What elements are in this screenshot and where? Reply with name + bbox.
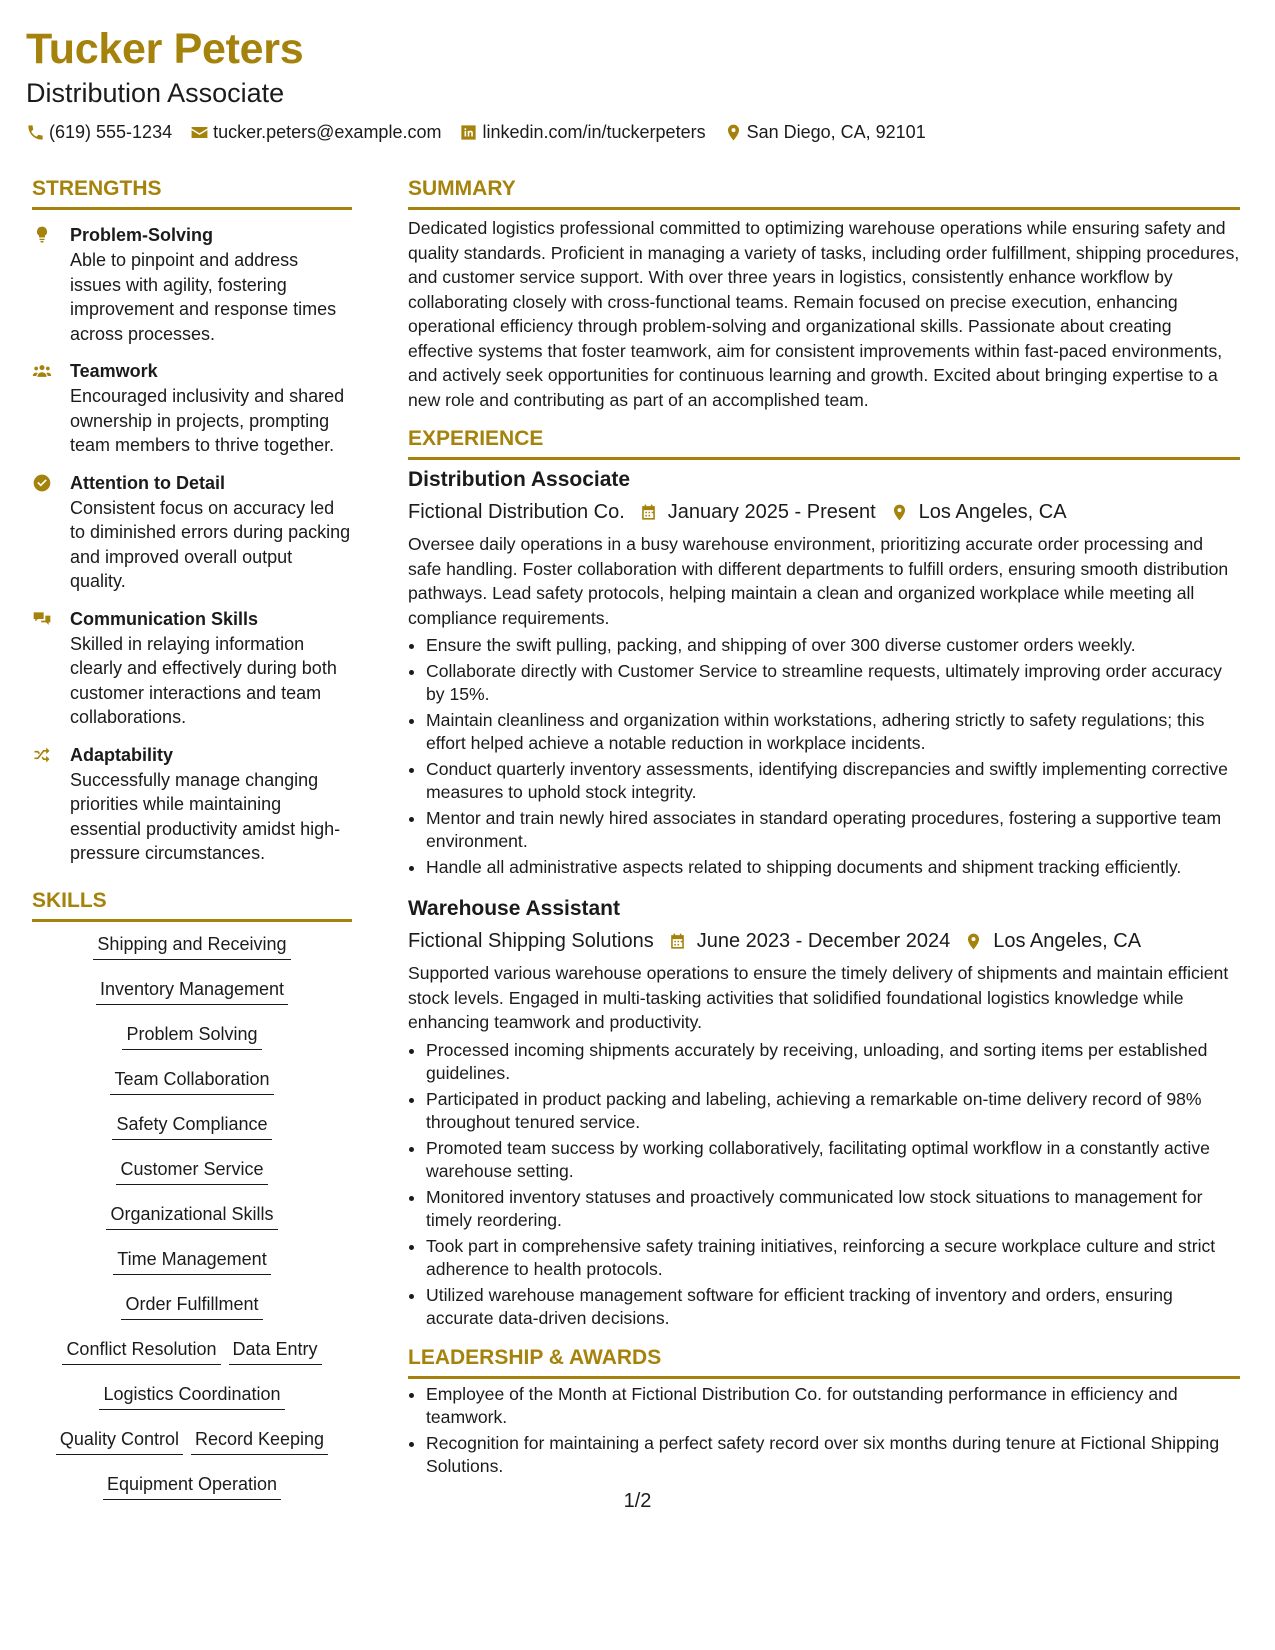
job-bullet: • Collaborate directly with Customer Service to streamline requests, ultimately improving order accuracy by 15%.	[426, 660, 1240, 707]
skill-tag: Conflict Resolution	[62, 1337, 220, 1365]
users-icon	[32, 361, 52, 381]
map-pin-icon	[724, 123, 743, 142]
job-entry	[408, 895, 1240, 1331]
calendar-icon	[668, 932, 687, 951]
experience-list	[408, 466, 1240, 1331]
skill-tag: Problem Solving	[122, 1022, 261, 1050]
strength-icon-wrap	[32, 745, 54, 765]
strength-description: Able to pinpoint and address issues with agility, fostering improvement and response times across processes.	[70, 250, 337, 344]
skill-row	[32, 1202, 352, 1230]
contact-bar	[26, 122, 1226, 143]
strength-title: Attention to Detail	[70, 472, 225, 493]
job-dates-text: June 2023 - December 2024	[696, 930, 951, 952]
strength-title: Problem-Solving	[70, 225, 214, 245]
job-entry	[408, 466, 1240, 879]
job-description: Supported various warehouse operations to ensure the timely delivery of shipments and maintain efficient stock levels. Engaged in multi-tasking activities that solidified foundational logistics knowledge while enhancing teamwork and productivity.	[408, 963, 1229, 1032]
skill-tag: Inventory Management	[96, 977, 288, 1005]
left-column	[32, 176, 352, 1517]
map-pin-icon	[890, 503, 909, 522]
skills-heading: SKILLS	[32, 888, 352, 922]
skill-row	[32, 1382, 352, 1410]
skill-tag: Organizational Skills	[106, 1202, 277, 1230]
job-bullets	[408, 634, 1240, 879]
candidate-name: Tucker Peters	[26, 25, 304, 73]
calendar-icon	[639, 503, 658, 522]
lightbulb-icon	[32, 225, 52, 245]
page-number: 1/2	[623, 1490, 652, 1512]
award-item: • Employee of the Month at Fictional Distribution Co. for outstanding performance in efficiency and teamwork.	[426, 1383, 1240, 1430]
strength-description: Encouraged inclusivity and shared ownership in projects, prompting team members to thrive together.	[70, 386, 345, 455]
chat-bubbles-icon	[32, 609, 52, 629]
strength-description: Successfully manage changing priorities while maintaining essential productivity amidst high-pressure circumstances.	[70, 769, 341, 863]
leadership-list	[408, 1383, 1240, 1479]
email-text[interactable]: tucker.peters@example.com	[213, 122, 442, 142]
strength-icon-wrap	[32, 225, 54, 245]
job-bullet: • Maintain cleanliness and organization within workstations, adhering strictly to safety regulations; this effort helped achieve a notable reduction in workplace incidents.	[426, 709, 1240, 756]
skill-tag: Time Management	[113, 1247, 270, 1275]
job-company: Fictional Distribution Co.	[408, 501, 625, 523]
linkedin-icon	[459, 123, 478, 142]
strength-title: Teamwork	[70, 361, 158, 381]
job-bullet: • Utilized warehouse management software for efficient tracking of inventory and orders, ensuring accurate data-driven decisions.	[426, 1284, 1240, 1331]
strength-icon-wrap	[32, 609, 54, 629]
contact-email[interactable]	[190, 122, 441, 143]
strength-icon-wrap	[32, 361, 54, 381]
envelope-icon	[190, 123, 209, 142]
candidate-title: Distribution Associate	[26, 78, 285, 108]
job-dates-text: January 2025 - Present	[667, 501, 876, 523]
award-item: • Recognition for maintaining a perfect safety record over six months during tenure at Fictional Shipping Solutions.	[426, 1432, 1240, 1479]
job-bullet: • Conduct quarterly inventory assessments, identifying discrepancies and swiftly implementing corrective measures to uphold stock integrity.	[426, 758, 1240, 805]
leadership-heading: LEADERSHIP & AWARDS	[408, 1345, 1240, 1379]
job-company: Fictional Shipping Solutions	[408, 930, 654, 952]
skill-row	[32, 1022, 352, 1050]
job-location-text: Los Angeles, CA	[993, 930, 1142, 952]
skill-tag: Team Collaboration	[110, 1067, 273, 1095]
contact-linkedin[interactable]	[459, 122, 705, 143]
strength-item	[32, 471, 352, 594]
skill-tag: Quality Control	[56, 1427, 183, 1455]
job-bullet: • Handle all administrative aspects related to shipping documents and shipment tracking efficiently.	[426, 856, 1240, 880]
job-bullet: • Took part in comprehensive safety training initiatives, reinforcing a secure workplace culture and strict adherence to health protocols.	[426, 1235, 1240, 1282]
skill-row	[32, 1157, 352, 1185]
summary-heading: SUMMARY	[408, 176, 1240, 210]
strength-item	[32, 223, 352, 346]
skill-tag: Record Keeping	[191, 1427, 328, 1455]
skill-row	[32, 1112, 352, 1140]
skill-row	[32, 1337, 352, 1365]
job-description: Oversee daily operations in a busy warehouse environment, prioritizing accurate order processing and safe handling. Foster collaboration with different departments to fulfill orders, ensuring smooth distribution pathways. Lead safety protocols, helping maintain a clean and organized workplace while meeting all compliance requirements.	[408, 534, 1229, 628]
skill-row	[32, 977, 352, 1005]
job-dates	[639, 498, 876, 526]
strength-title: Adaptability	[70, 744, 174, 765]
strength-title: Communication Skills	[70, 608, 259, 629]
strength-item	[32, 743, 352, 866]
summary-text: Dedicated logistics professional committed to optimizing warehouse operations while ensuring safety and quality standards. Proficient in managing a variety of tasks, including order fulfillment, shipping procedures, and customer service support. With over three years in logistics, consistently enhance workflow by collaborating closely with cross-functional teams. Remain focused on precise execution, enhancing operational efficiency through problem-solving and organizational skills. Passionate about creating effective systems that foster teamwork, aim for consistent improvements within fast-paced environments, and actively seek opportunities for continuous learning and growth. Excited about bringing expertise to a new role and contributing as part of an accomplished team.	[408, 218, 1240, 410]
strength-description: Consistent focus on accuracy led to diminished errors during packing and improved overall output quality.	[70, 497, 351, 591]
job-location	[890, 498, 1067, 526]
job-bullets	[408, 1039, 1240, 1331]
job-title: Distribution Associate	[408, 468, 631, 491]
job-bullet: • Ensure the swift pulling, packing, and shipping of over 300 diverse customer orders weekly.	[426, 634, 1240, 658]
contact-phone	[26, 122, 172, 143]
strengths-heading: STRENGTHS	[32, 176, 352, 210]
job-title: Warehouse Assistant	[408, 897, 620, 920]
phone-icon	[26, 123, 45, 142]
job-location	[964, 927, 1141, 955]
job-meta	[408, 927, 1240, 955]
job-meta	[408, 498, 1240, 526]
experience-heading: EXPERIENCE	[408, 426, 1240, 460]
resume-header	[26, 22, 1226, 143]
location-text: San Diego, CA, 92101	[746, 122, 926, 142]
job-bullet: • Participated in product packing and labeling, achieving a remarkable on-time delivery record of 98% throughout tenured service.	[426, 1088, 1240, 1135]
right-column	[408, 176, 1240, 1481]
job-bullet: • Promoted team success by working collaboratively, facilitating optimal workflow in a constantly active warehouse setting.	[426, 1137, 1240, 1184]
skill-tag: Order Fulfillment	[121, 1292, 262, 1320]
skill-tag: Data Entry	[229, 1337, 322, 1365]
job-bullet: • Mentor and train newly hired associates in standard operating procedures, fostering a supportive team environment.	[426, 807, 1240, 854]
phone-text: (619) 555-1234	[49, 122, 173, 142]
strengths-list	[32, 223, 352, 866]
job-location-text: Los Angeles, CA	[918, 501, 1067, 523]
skill-row	[32, 1247, 352, 1275]
strength-icon-wrap	[32, 473, 54, 493]
strength-item	[32, 359, 352, 458]
job-dates	[668, 927, 951, 955]
skill-tag: Logistics Coordination	[99, 1382, 284, 1410]
skill-tag: Customer Service	[116, 1157, 267, 1185]
skill-row	[32, 1292, 352, 1320]
job-bullet: • Processed incoming shipments accurately by receiving, unloading, and sorting items per established guidelines.	[426, 1039, 1240, 1086]
check-circle-icon	[32, 473, 52, 493]
skill-row	[32, 1067, 352, 1095]
shuffle-icon	[32, 745, 52, 765]
map-pin-icon	[964, 932, 983, 951]
linkedin-text[interactable]: linkedin.com/in/tuckerpeters	[482, 122, 706, 142]
skill-tag: Safety Compliance	[112, 1112, 271, 1140]
skill-row	[32, 1427, 352, 1455]
skill-tag: Equipment Operation	[103, 1472, 281, 1500]
skill-tag: Shipping and Receiving	[93, 932, 290, 960]
strength-description: Skilled in relaying information clearly and effectively during both customer interactions and team collaborations.	[70, 633, 337, 727]
skills-list	[32, 932, 352, 1500]
skill-row	[32, 932, 352, 960]
strength-item	[32, 607, 352, 730]
job-bullet: • Monitored inventory statuses and proactively communicated low stock situations to management for timely reordering.	[426, 1186, 1240, 1233]
contact-location	[724, 122, 926, 143]
